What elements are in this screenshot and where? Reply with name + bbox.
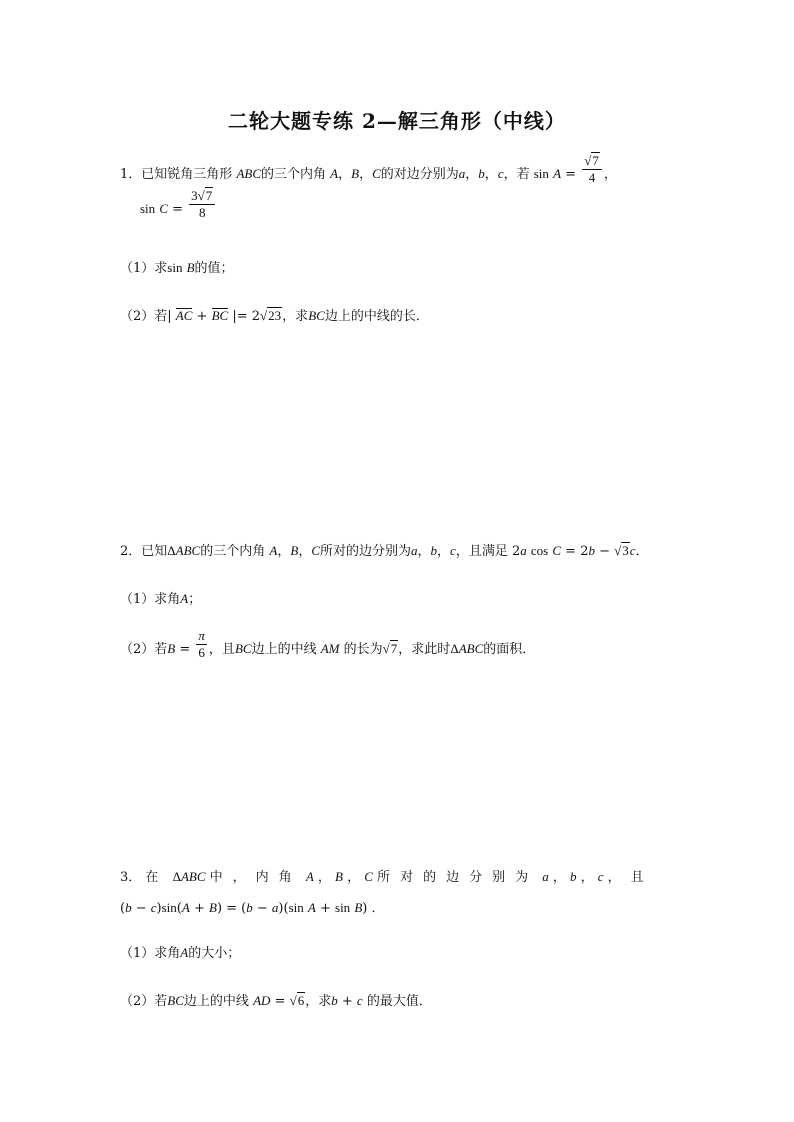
problem-1-sinC: sin C = $\frac{3√7}{8}$ <box>140 198 217 221</box>
problem-2-stem: 2．已知ΔABC的三个内角 A，B，C所对的边分别为a，b，c，且满足 2a cos C = 2b − √3c． <box>120 543 649 559</box>
problem-3-condition: (b − c)sin(A + B) = (b − a)(sin A + sin B) ． <box>120 900 385 916</box>
problem-3-part-2: （2）若BC边上的中线 AD = √6，求b + c 的最大值． <box>120 993 432 1009</box>
problem-2-part-2: （2）若B = $\frac{\pi}{6}$ ，且BC边上的中线 AM 的长为√7，求此时ΔABC的面积． <box>120 628 536 660</box>
page-title: 二轮大题专练 2—解三角形（中线） <box>228 109 566 133</box>
problem-3-stem: 3． 在 ΔABC 中，内角 A ， B ， C 所对的边分别为 a ， b ， c ，且 <box>120 869 654 885</box>
problem-1-part-2: （2）若| AC + BC |= 2√23，求BC边上的中线的长． <box>120 308 429 324</box>
problem-3-part-1: （1）求角A的大小； <box>120 945 241 961</box>
problem-1-stem: 1．已知锐角三角形 ABC的三个内角 A，B，C的对边分别为a，b，c，若 sin A = $\frac{√7}{4}$ ， <box>120 153 617 185</box>
problem-1-part-1: （1）求sin B的值； <box>120 260 234 276</box>
problem-2-part-1: （1）求角A； <box>120 591 202 607</box>
